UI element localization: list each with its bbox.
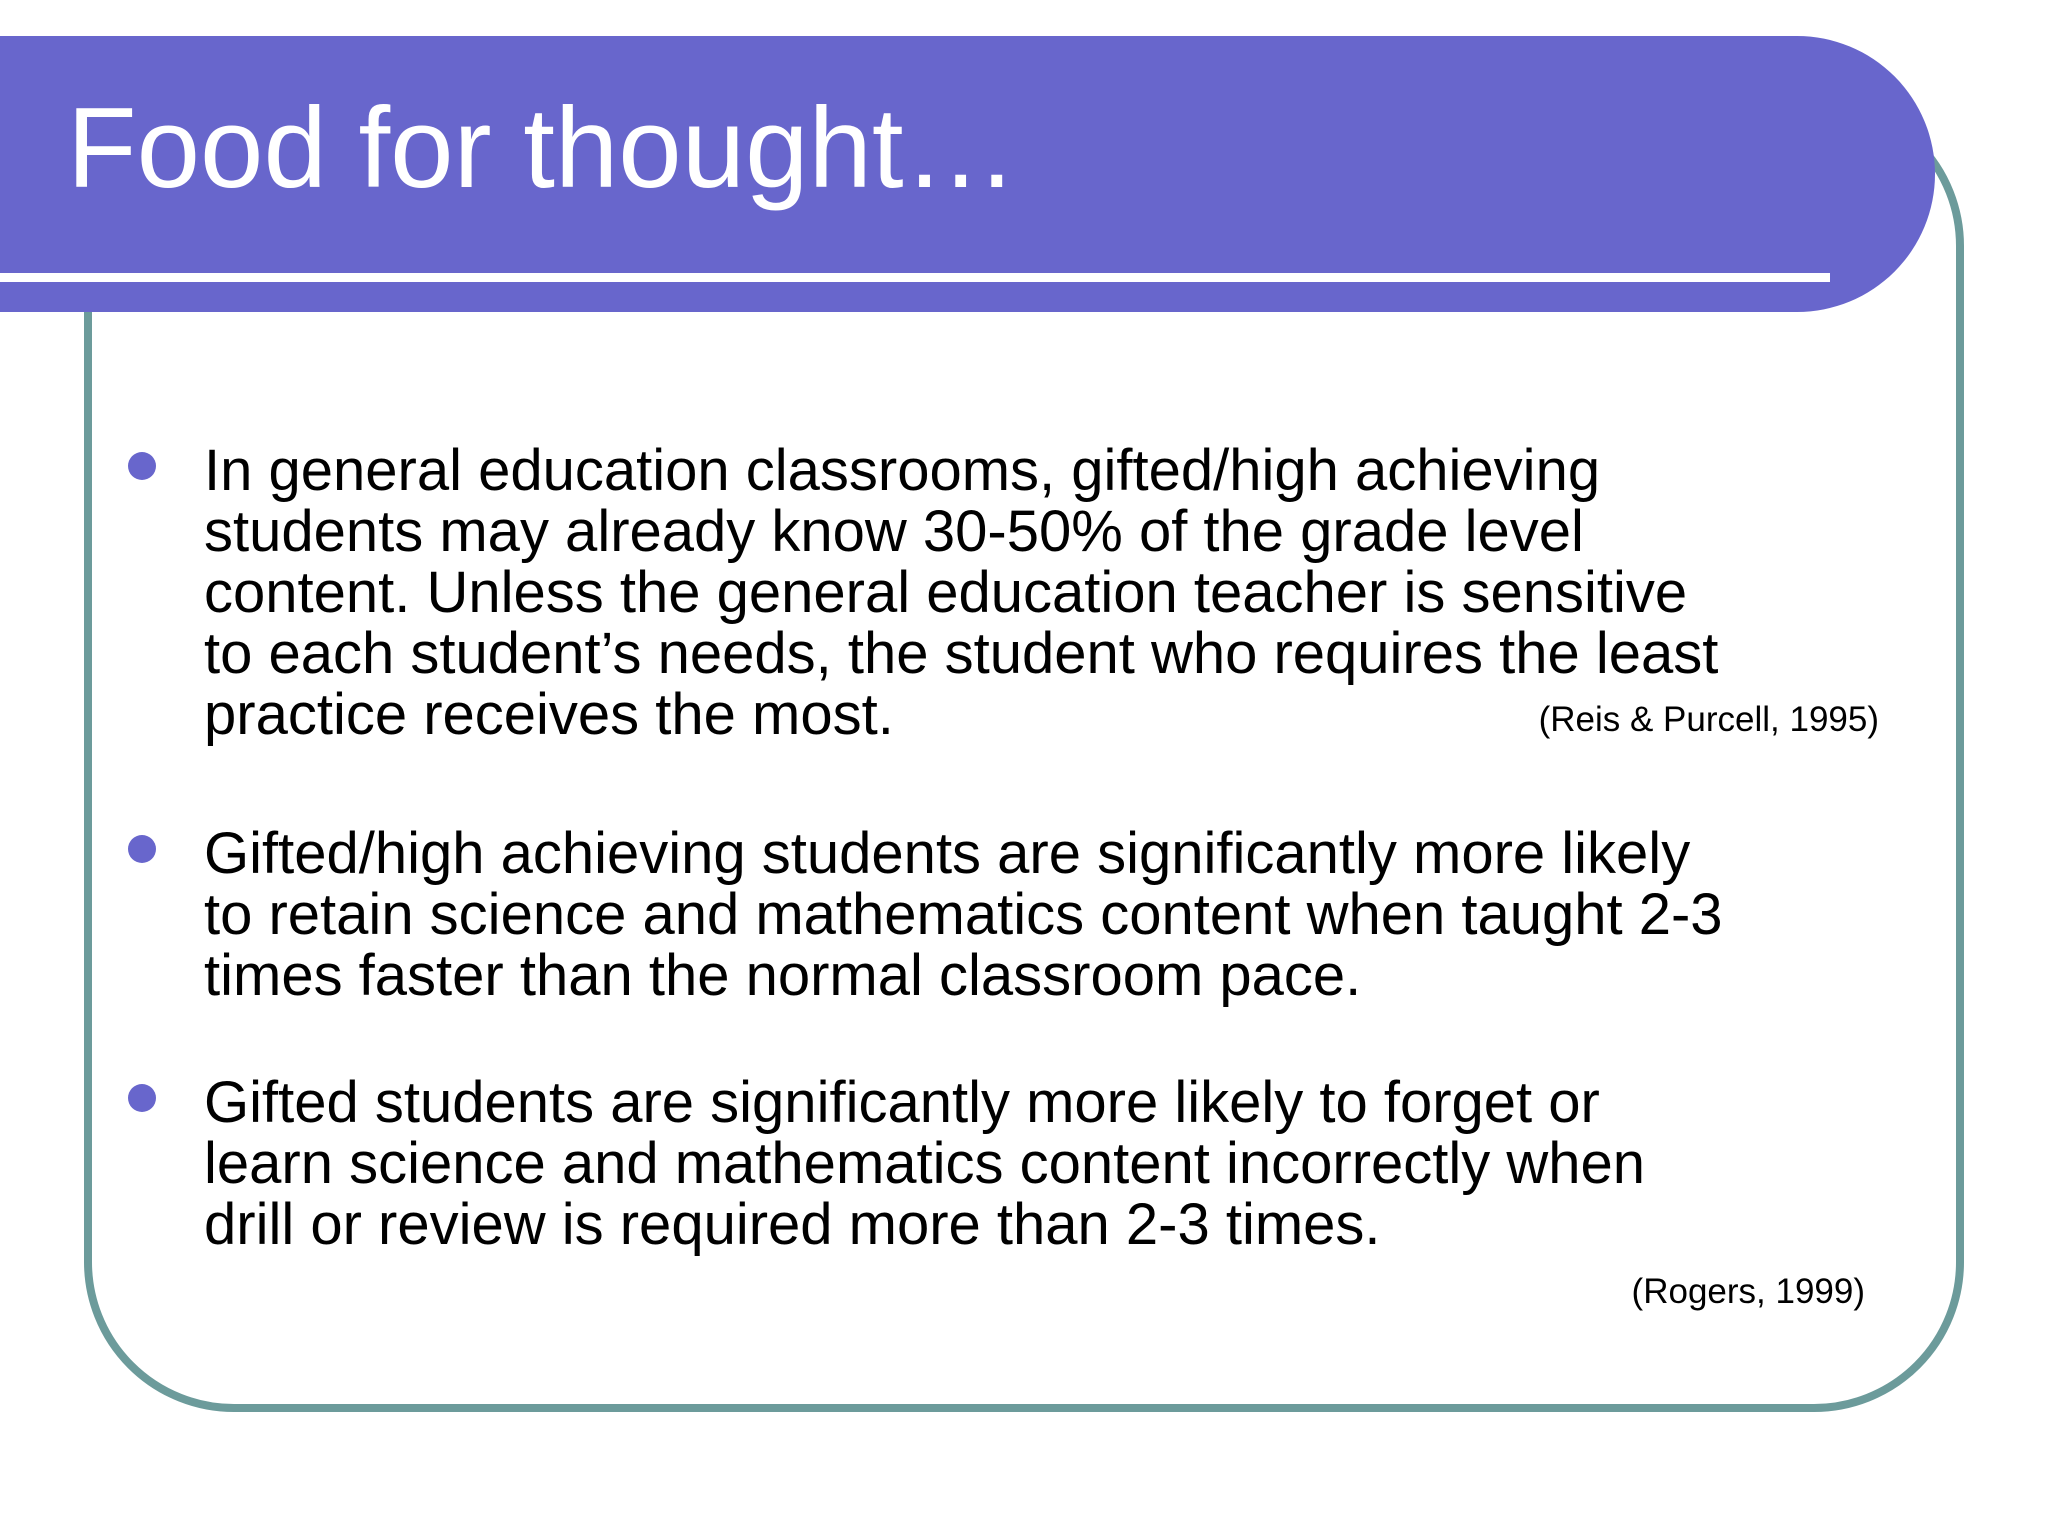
title-underline [0,273,1830,282]
bullet-icon [128,1084,156,1112]
bullet-text-line: practice receives the most. [204,682,894,747]
slide-title: Food for thought… [67,85,1018,212]
bullet-text-line: times faster than the normal classroom pace. [204,943,1362,1008]
bullet-last-line-row [204,682,1879,747]
bullet-text-line: to each student’s needs, the student who requires the least [204,621,1719,686]
bullet-item-retention [204,823,1874,1006]
bullet-item-reis-purcell [204,438,1879,747]
bullet-text-line: to retain science and mathematics content when taught 2-3 [204,882,1723,947]
bullet-text-line: Gifted/high achieving students are significantly more likely [204,821,1691,886]
bullet-text-line: content. Unless the general education teacher is sensitive [204,560,1688,625]
citation: (Rogers, 1999) [1631,1272,1865,1311]
bullet-icon [128,835,156,863]
bullet-text-line: drill or review is required more than 2-3 times. [204,1192,1381,1257]
bullet-icon [128,452,156,480]
bullet-text-line: students may already know 30-50% of the grade level [204,499,1584,564]
bullet-text-line: In general education classrooms, gifted/high achieving [204,438,1601,503]
bullet-item-drill-review [204,1072,1874,1255]
citation: (Reis & Purcell, 1995) [1538,700,1879,739]
bullet-text-line: Gifted students are significantly more likely to forget or [204,1070,1600,1135]
bullet-text-line: learn science and mathematics content incorrectly when [204,1131,1646,1196]
